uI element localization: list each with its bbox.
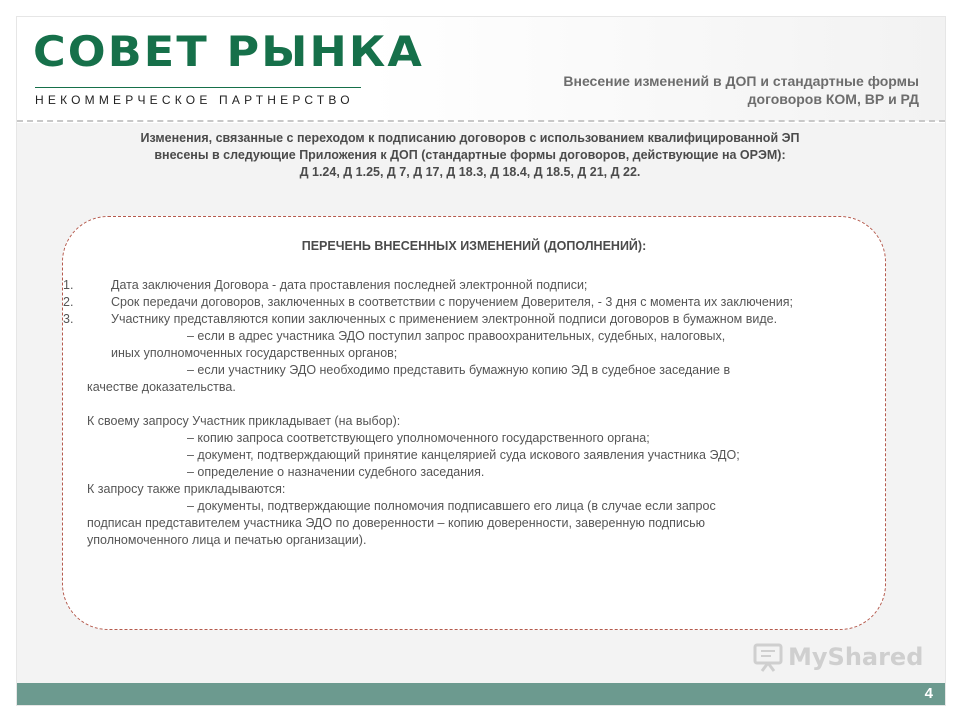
also-heading: К запросу также прикладываются:	[87, 482, 286, 496]
request-heading: К своему запросу Участник прикладывает (на выбор):	[87, 414, 401, 428]
spacer	[87, 396, 867, 413]
intro-line-1: Изменения, связанные с переходом к подписанию договоров с использованием квалифицированной ЭП	[140, 131, 800, 145]
page-number: 4	[924, 685, 933, 702]
intro-line-3: Д 1.24, Д 1.25, Д 7, Д 17, Д 18.3, Д 18.4, Д 18.5, Д 21, Д 22.	[299, 165, 641, 179]
header-divider	[17, 120, 945, 122]
changes-list	[63, 277, 867, 549]
list-item-text: Дата заключения Договора - дата проставления последней электронной подписи;	[111, 278, 588, 292]
panel-title: ПЕРЕЧЕНЬ ВНЕСЕННЫХ ИЗМЕНЕНИЙ (ДОПОЛНЕНИЙ):	[301, 239, 647, 253]
watermark	[752, 640, 923, 674]
document-heading	[459, 72, 919, 108]
list-item	[63, 311, 867, 328]
intro-line-2: внесены в следующие Приложения к ДОП (стандартные формы договоров, действующие на ОРЭМ):	[154, 148, 786, 162]
watermark-text: MyShared	[788, 643, 924, 671]
condition-line: – если участнику ЭДО необходимо представить бумажную копию ЭД в судебное заседание в	[187, 363, 731, 377]
presentation-board-icon	[752, 642, 784, 672]
footer-bar	[17, 683, 945, 705]
also-line: – документы, подтверждающие полномочия подписавшего его лица (в случае если запрос	[187, 499, 716, 513]
request-option: – определение о назначении судебного заседания.	[187, 465, 485, 479]
brand-subtitle: НЕКОММЕРЧЕСКОЕ ПАРТНЕРСТВО	[35, 93, 354, 107]
brand-title: СОВЕТ РЫНКА	[33, 27, 424, 76]
list-item-number: 3.	[63, 312, 74, 326]
document-heading-line-1: Внесение изменений в ДОП и стандартные формы	[563, 73, 919, 89]
list-item-number: 1.	[63, 278, 74, 292]
list-item	[63, 294, 867, 311]
document-heading-line-2: договоров КОМ, ВР и РД	[747, 91, 919, 107]
request-option: – копию запроса соответствующего уполномоченного государственного органа;	[187, 431, 650, 445]
request-option: – документ, подтверждающий принятие канцелярией суда искового заявления участника ЭДО;	[187, 448, 740, 462]
brand-underline	[35, 87, 361, 88]
condition-line: качестве доказательства.	[87, 380, 236, 394]
condition-line: иных уполномоченных государственных органов;	[111, 346, 398, 360]
also-line: подписан представителем участника ЭДО по доверенности – копию доверенности, заверенную подписью	[87, 516, 705, 530]
list-item-text: Срок передачи договоров, заключенных в соответствии с поручением Доверителя, - 3 дня с момента их заключения;	[111, 295, 793, 309]
intro-paragraph	[40, 130, 900, 181]
condition-line: – если в адрес участника ЭДО поступил запрос правоохранительных, судебных, налоговых,	[187, 329, 726, 343]
list-item-text: Участнику представляются копии заключенных с применением электронной подписи договоров в бумажном виде.	[111, 312, 778, 326]
list-item-number: 2.	[63, 295, 74, 309]
changes-panel	[62, 216, 886, 630]
also-line: уполномоченного лица и печатью организации).	[87, 533, 367, 547]
list-item	[63, 277, 867, 294]
